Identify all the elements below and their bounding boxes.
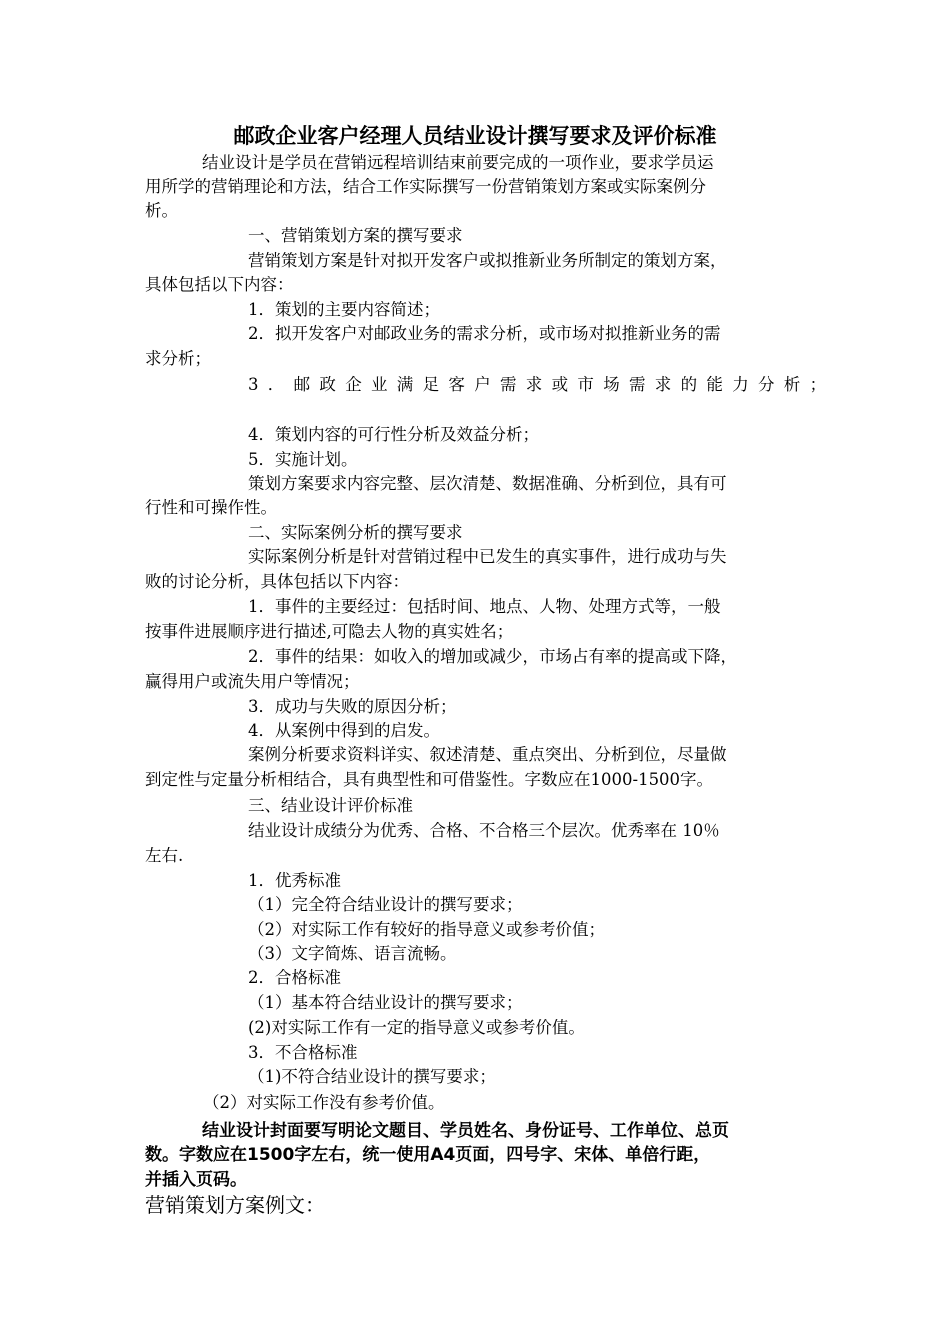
paragraph-line: 实际案例分析是针对营销过程中已发生的真实事件，进行成功与失 <box>248 547 727 566</box>
intro-line-1: 结业设计是学员在营销远程培训结束前要完成的一项作业，要求学员运 <box>202 153 714 172</box>
subheading: 3．不合格标准 <box>248 1043 358 1062</box>
list-item: 2．事件的结果：如收入的增加或减少，市场占有率的提高或下降， <box>248 647 737 666</box>
section-heading-1: 一、营销策划方案的撰写要求 <box>248 226 463 245</box>
list-item-continued: 赢得用户或流失用户等情况； <box>145 672 360 691</box>
list-item: （1）基本符合结业设计的撰写要求； <box>248 993 523 1012</box>
list-item: 5．实施计划。 <box>248 450 358 469</box>
list-item: 1．事件的主要经过：包括时间、地点、人物、处理方式等，一般 <box>248 597 721 616</box>
list-item: 3．成功与失败的原因分析； <box>248 697 457 716</box>
list-item: (2)对实际工作有一定的指导意义或参考价值。 <box>248 1018 585 1037</box>
paragraph-line: 到定性与定量分析相结合，具有典型性和可借鉴性。字数应在1000-1500字。 <box>145 770 714 789</box>
list-item: 3．邮政企业满足客户需求或市场需求的能力分析； <box>248 375 836 394</box>
list-item: 1．策划的主要内容简述； <box>248 300 440 319</box>
paragraph-line: 策划方案要求内容完整、层次清楚、数据准确、分析到位，具有可 <box>248 474 727 493</box>
list-item: （3）文字简炼、语言流畅。 <box>248 944 457 963</box>
bold-note-line: 并插入页码。 <box>145 1170 247 1190</box>
list-item-continued: 求分析； <box>145 349 211 368</box>
subheading: 2．合格标准 <box>248 968 341 987</box>
intro-line-3: 析。 <box>145 201 178 220</box>
bold-note-line: 结业设计封面要写明论文题目、学员姓名、身份证号、工作单位、总页 <box>202 1121 729 1141</box>
paragraph-line: 营销策划方案是针对拟开发客户或拟推新业务所制定的策划方案， <box>248 251 727 270</box>
paragraph-line: 行性和可操作性。 <box>145 498 277 517</box>
list-item: （1)不符合结业设计的撰写要求； <box>248 1067 496 1086</box>
paragraph-line: 具体包括以下内容： <box>145 275 294 294</box>
intro-line-2: 用所学的营销理论和方法，结合工作实际撰写一份营销策划方案或实际案例分 <box>145 177 706 196</box>
bold-note-line: 数。字数应在1500字左右，统一使用A4页面，四号字、宋体、单倍行距， <box>145 1145 711 1165</box>
paragraph-line: 败的讨论分析，具体包括以下内容： <box>145 572 409 591</box>
document-title: 邮政企业客户经理人员结业设计撰写要求及评价标准 <box>233 124 717 148</box>
section-heading-3: 三、结业设计评价标准 <box>248 796 413 815</box>
list-item-continued: 按事件进展顺序进行描述,可隐去人物的真实姓名； <box>145 622 514 641</box>
subheading: 1．优秀标准 <box>248 871 341 890</box>
list-item: 4．从案例中得到的启发。 <box>248 721 440 740</box>
example-heading: 营销策划方案例文： <box>145 1193 325 1217</box>
paragraph-line: 结业设计成绩分为优秀、合格、不合格三个层次。优秀率在 10％ <box>248 821 720 840</box>
list-item: （2）对实际工作有较好的指导意义或参考价值； <box>248 920 605 939</box>
section-heading-2: 二、实际案例分析的撰写要求 <box>248 523 463 542</box>
list-item: （2）对实际工作没有参考价值。 <box>203 1093 445 1112</box>
list-item: （1）完全符合结业设计的撰写要求； <box>248 895 523 914</box>
list-item: 2．拟开发客户对邮政业务的需求分析，或市场对拟推新业务的需 <box>248 324 721 343</box>
list-item: 4．策划内容的可行性分析及效益分析； <box>248 425 539 444</box>
paragraph-line: 案例分析要求资料详实、叙述清楚、重点突出、分析到位，尽量做 <box>248 745 727 764</box>
paragraph-line: 左右. <box>145 846 184 865</box>
